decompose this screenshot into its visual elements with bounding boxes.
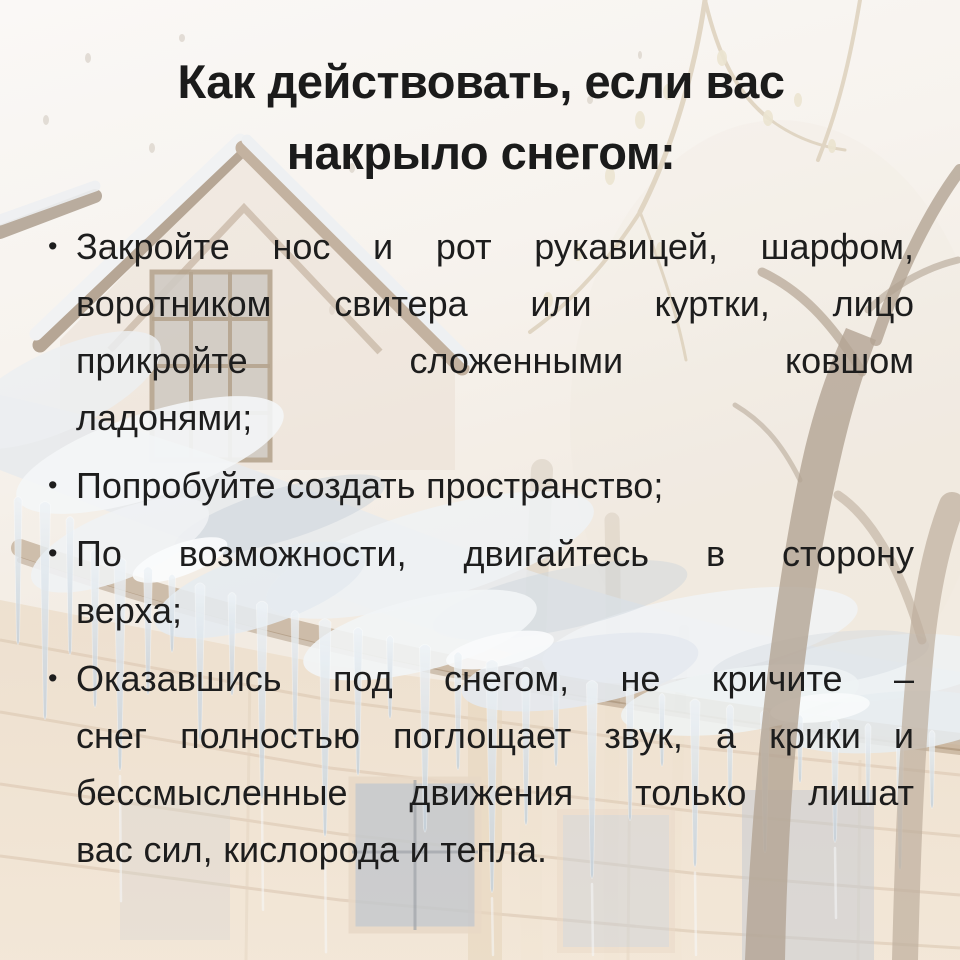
list-item bbox=[48, 650, 914, 878]
text-line: Закройте нос и рот рукавицей, шарфом, bbox=[76, 226, 914, 267]
title-line: накрыло снегом: bbox=[286, 126, 676, 179]
text-line: снег полностью поглощает звук, а крики и bbox=[76, 715, 914, 756]
page-title bbox=[48, 46, 914, 188]
title-line: Как действовать, если вас bbox=[177, 55, 785, 108]
text-line: верха; bbox=[76, 590, 182, 631]
text-line: прикройте сложенными ковшом bbox=[76, 340, 914, 381]
text-line: Оказавшись под снегом, не кричите – bbox=[76, 658, 914, 699]
drip-streak bbox=[592, 884, 593, 955]
list-item bbox=[48, 218, 914, 446]
text-line: По возможности, двигайтесь в сторону bbox=[76, 533, 914, 574]
bullet-text bbox=[76, 525, 914, 639]
bullet-marker-icon: • bbox=[48, 470, 58, 500]
text-content bbox=[48, 46, 914, 889]
drip-streak bbox=[492, 898, 493, 955]
text-line: бессмысленные движения только лишат bbox=[76, 772, 914, 813]
bullet-marker-icon: • bbox=[48, 663, 58, 693]
text-line: вас сил, кислорода и тепла. bbox=[76, 829, 548, 870]
text-line: ладонями; bbox=[76, 397, 253, 438]
list-item bbox=[48, 457, 914, 514]
instruction-list bbox=[48, 218, 914, 878]
bullet-marker-icon: • bbox=[48, 538, 58, 568]
bullet-marker-icon: • bbox=[48, 231, 58, 261]
bullet-text bbox=[76, 650, 914, 878]
list-item bbox=[48, 525, 914, 639]
bullet-text bbox=[76, 218, 914, 446]
bullet-text bbox=[76, 457, 914, 514]
text-line: Попробуйте создать пространство; bbox=[76, 465, 664, 506]
text-line: воротником свитера или куртки, лицо bbox=[76, 283, 914, 324]
